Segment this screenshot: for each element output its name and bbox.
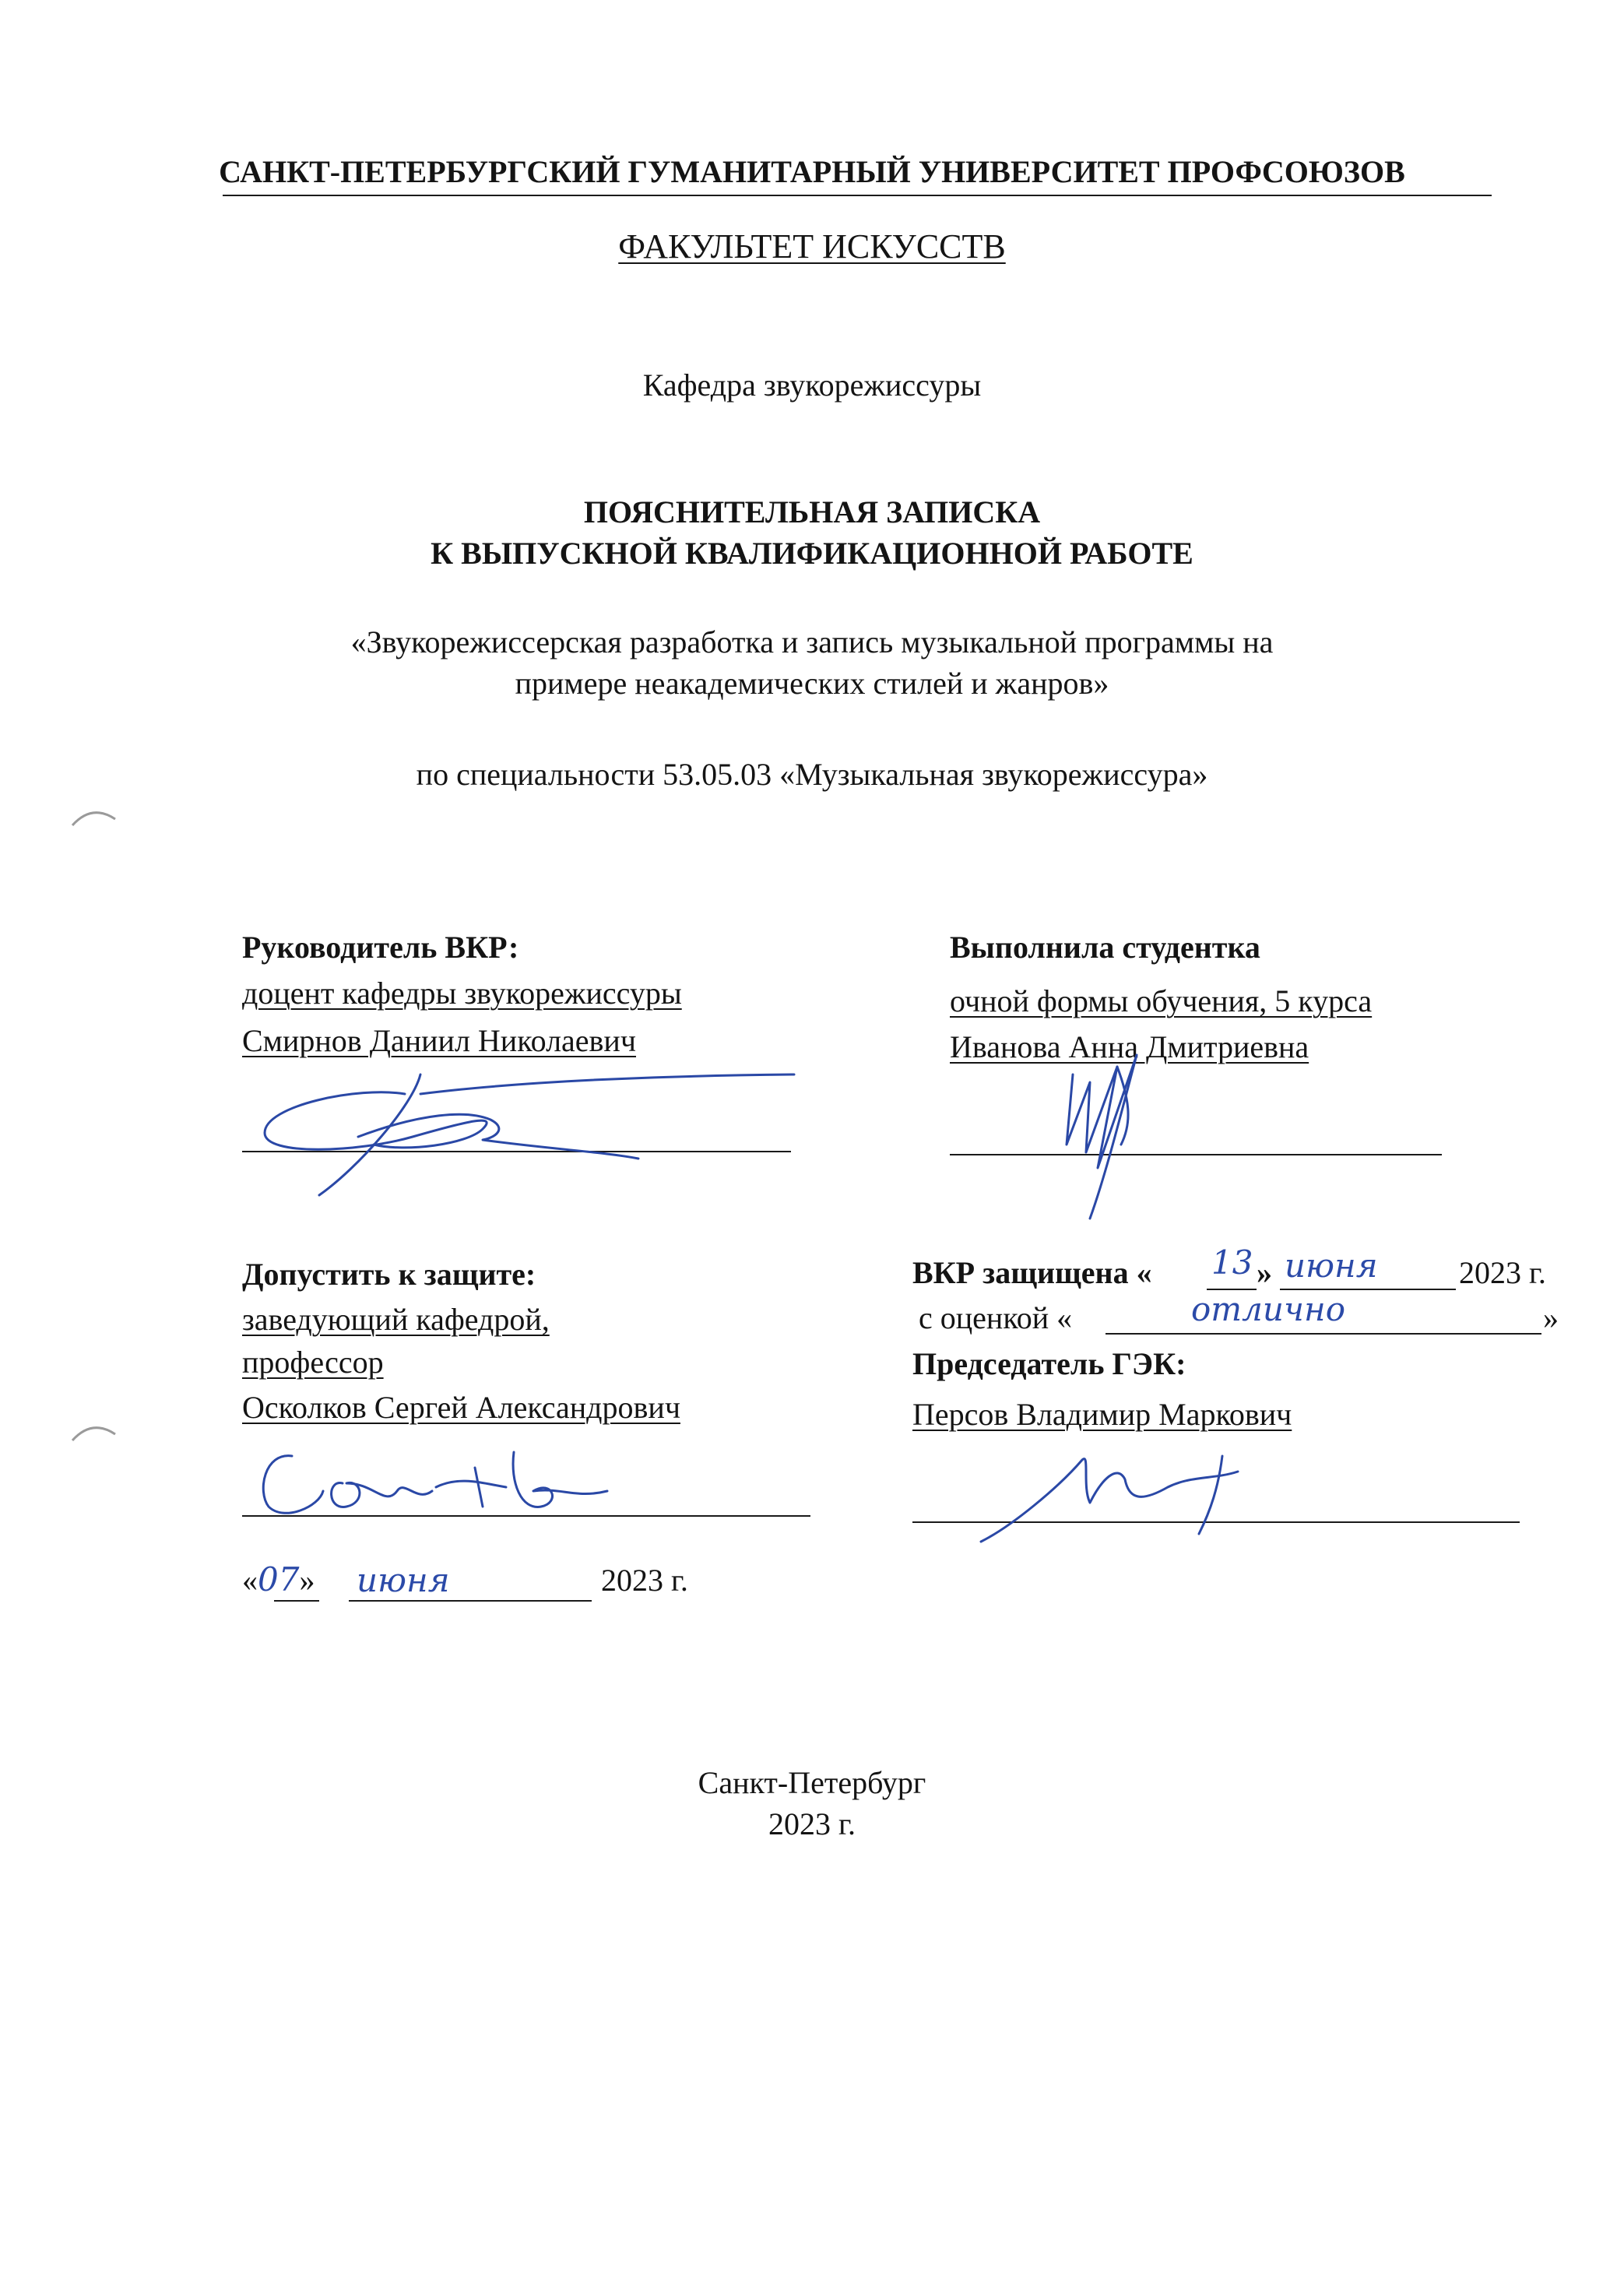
defense-grade: отлично (1191, 1290, 1345, 1328)
supervisor-position: доцент кафедры звукорежиссуры (242, 976, 682, 1011)
date-open-quote: « (242, 1563, 258, 1598)
defense-chair-name: Персов Владимир Маркович (912, 1397, 1292, 1432)
date-close-quote: » (299, 1563, 315, 1598)
university-name: САНКТ-ПЕТЕРБУРГСКИЙ ГУМАНИТАРНЫЙ УНИВЕРСИТЕТ ПРОФСОЮЗОВ (219, 154, 1405, 189)
admission-date-month: июня (357, 1561, 450, 1599)
admission-heading: Допустить к защите: (242, 1257, 536, 1292)
topic-line1: «Звукорежиссерская разработка и запись музыкальной программы на (350, 624, 1274, 659)
footer-year: 2023 г. (768, 1806, 856, 1841)
defense-chair-signature (965, 1440, 1292, 1549)
defense-close-quote: » (1257, 1255, 1272, 1290)
punch-hole-mark-bottom (69, 1417, 131, 1464)
topic-line2: примере неакадемических стилей и жанров» (515, 666, 1109, 701)
supervisor-heading: Руководитель ВКР: (242, 930, 519, 965)
department-name: Кафедра звукорежиссуры (642, 368, 982, 403)
admission-month-blank (349, 1600, 592, 1602)
defense-grade-label: с оценкой « (919, 1300, 1073, 1335)
student-heading: Выполнила студентка (950, 930, 1260, 965)
specialty: по специальности 53.05.03 «Музыкальная звукорежиссура» (416, 757, 1208, 792)
student-details: очной формы обучения, 5 курса (950, 983, 1373, 1018)
defense-chair-heading: Председатель ГЭК: (912, 1346, 1186, 1381)
student-signature (1043, 1051, 1230, 1230)
punch-hole-mark-top (69, 802, 131, 849)
admission-name: Осколков Сергей Александрович (242, 1390, 680, 1425)
defense-grade-blank (1106, 1333, 1541, 1335)
university-underline (223, 195, 1492, 196)
faculty-name: ФАКУЛЬТЕТ ИСКУССТВ (618, 227, 1006, 266)
admission-date (242, 1561, 315, 1600)
defense-label: ВКР защищена « (912, 1255, 1152, 1290)
defense-day: 13 (1211, 1243, 1253, 1282)
admission-position-line1: заведующий кафедрой, (242, 1302, 550, 1337)
defense-grade-close: » (1543, 1300, 1559, 1335)
document-title-line1: ПОЯСНИТЕЛЬНАЯ ЗАПИСКА (583, 494, 1041, 529)
student-name: Иванова Анна Дмитриевна (950, 1029, 1309, 1064)
footer-city: Санкт-Петербург (698, 1765, 926, 1800)
admission-date-day: 07 (258, 1560, 300, 1598)
admission-date-year: 2023 г. (601, 1563, 688, 1598)
document-title-line2: К ВЫПУСКНОЙ КВАЛИФИКАЦИОННОЙ РАБОТЕ (431, 536, 1193, 571)
admission-day-blank (274, 1600, 319, 1602)
supervisor-signature (234, 1059, 810, 1199)
admission-signature (249, 1444, 654, 1522)
admission-position-line2: профессор (242, 1345, 384, 1380)
supervisor-name: Смирнов Даниил Николаевич (242, 1023, 636, 1058)
defense-month: июня (1285, 1247, 1378, 1285)
defense-year: 2023 г. (1459, 1255, 1546, 1290)
